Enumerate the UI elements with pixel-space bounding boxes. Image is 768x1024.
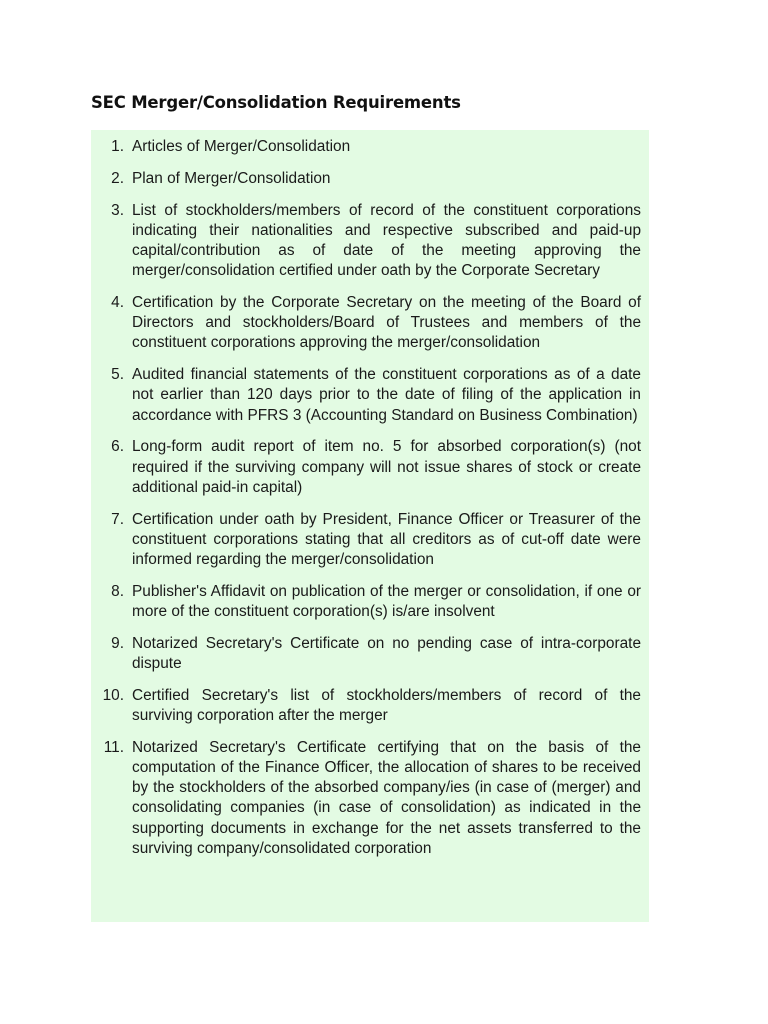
requirement-text: Long-form audit report of item no. 5 for absorbed corporation(s) (not required if the surviving company will not issue shares of stock or create additional paid-in capital)	[132, 438, 641, 496]
requirement-text: Publisher's Affidavit on publication of the merger or consolidation, if one or more of the constituent corporation(s) is/are insolvent	[132, 582, 641, 621]
requirement-item	[91, 293, 649, 354]
requirement-number: 9.	[111, 634, 124, 652]
requirement-text: List of stockholders/members of record of the constituent corporations indicating their nationalities and respective subscribed and paid-up capital/contribution as of date of the meeting approving the merger/consolidation certified under oath by the Corporate Secretary	[132, 201, 641, 280]
document-title: SEC Merger/Consolidation Requirements	[91, 93, 461, 112]
requirement-number: 4.	[111, 294, 124, 311]
requirement-item	[91, 634, 649, 674]
requirement-text: Certification under oath by President, Finance Officer or Treasurer of the constituent corporations stating that all creditors as of cut-off date were informed regarding the merger/consolidation	[132, 510, 641, 569]
requirement-number: 6.	[111, 438, 124, 456]
requirement-item	[91, 365, 649, 426]
requirement-item	[91, 582, 649, 622]
requirement-text: Audited financial statements of the constituent corporations as of a date not earlier than 120 days prior to the date of filing of the application in accordance with PFRS 3 (Accounting Standard on Business Combination)	[132, 366, 641, 424]
requirement-item	[91, 738, 649, 859]
requirement-text: Articles of Merger/Consolidation	[132, 138, 351, 155]
requirement-number: 3.	[111, 201, 124, 219]
requirement-item	[91, 137, 649, 157]
requirements-list	[91, 137, 649, 871]
requirement-item	[91, 686, 649, 726]
requirement-item	[91, 201, 649, 282]
requirement-text: Notarized Secretary's Certificate certifying that on the basis of the computation of the Finance Officer, the allocation of shares to be received by the stockholders of the absorbed company/ies (in case of (merger) and consolidating companies (in case of consolidation) as indicated in the supporting documents in exchange for the net assets transferred to the surviving company/consolidated corporation	[132, 738, 641, 857]
requirement-item	[91, 169, 649, 189]
requirement-number: 2.	[111, 169, 124, 187]
requirement-number: 8.	[111, 582, 124, 600]
requirement-text: Plan of Merger/Consolidation	[132, 169, 331, 187]
requirement-number: 5.	[111, 366, 124, 384]
requirement-text: Certification by the Corporate Secretary on the meeting of the Board of Directors and stockholders/Board of Trustees and members of the constituent corporations approving the merger/consolidation	[132, 294, 641, 352]
requirement-text: Certified Secretary's list of stockholders/members of record of the surviving corporation after the merger	[132, 686, 641, 725]
requirement-number: 11.	[103, 738, 124, 756]
requirement-item	[91, 510, 649, 571]
requirement-number: 10.	[102, 686, 124, 704]
requirement-number: 1.	[111, 138, 124, 155]
requirements-panel	[91, 130, 649, 922]
requirement-text: Notarized Secretary's Certificate on no pending case of intra-corporate dispute	[132, 634, 641, 673]
requirement-number: 7.	[111, 510, 124, 528]
requirement-item	[91, 437, 649, 498]
